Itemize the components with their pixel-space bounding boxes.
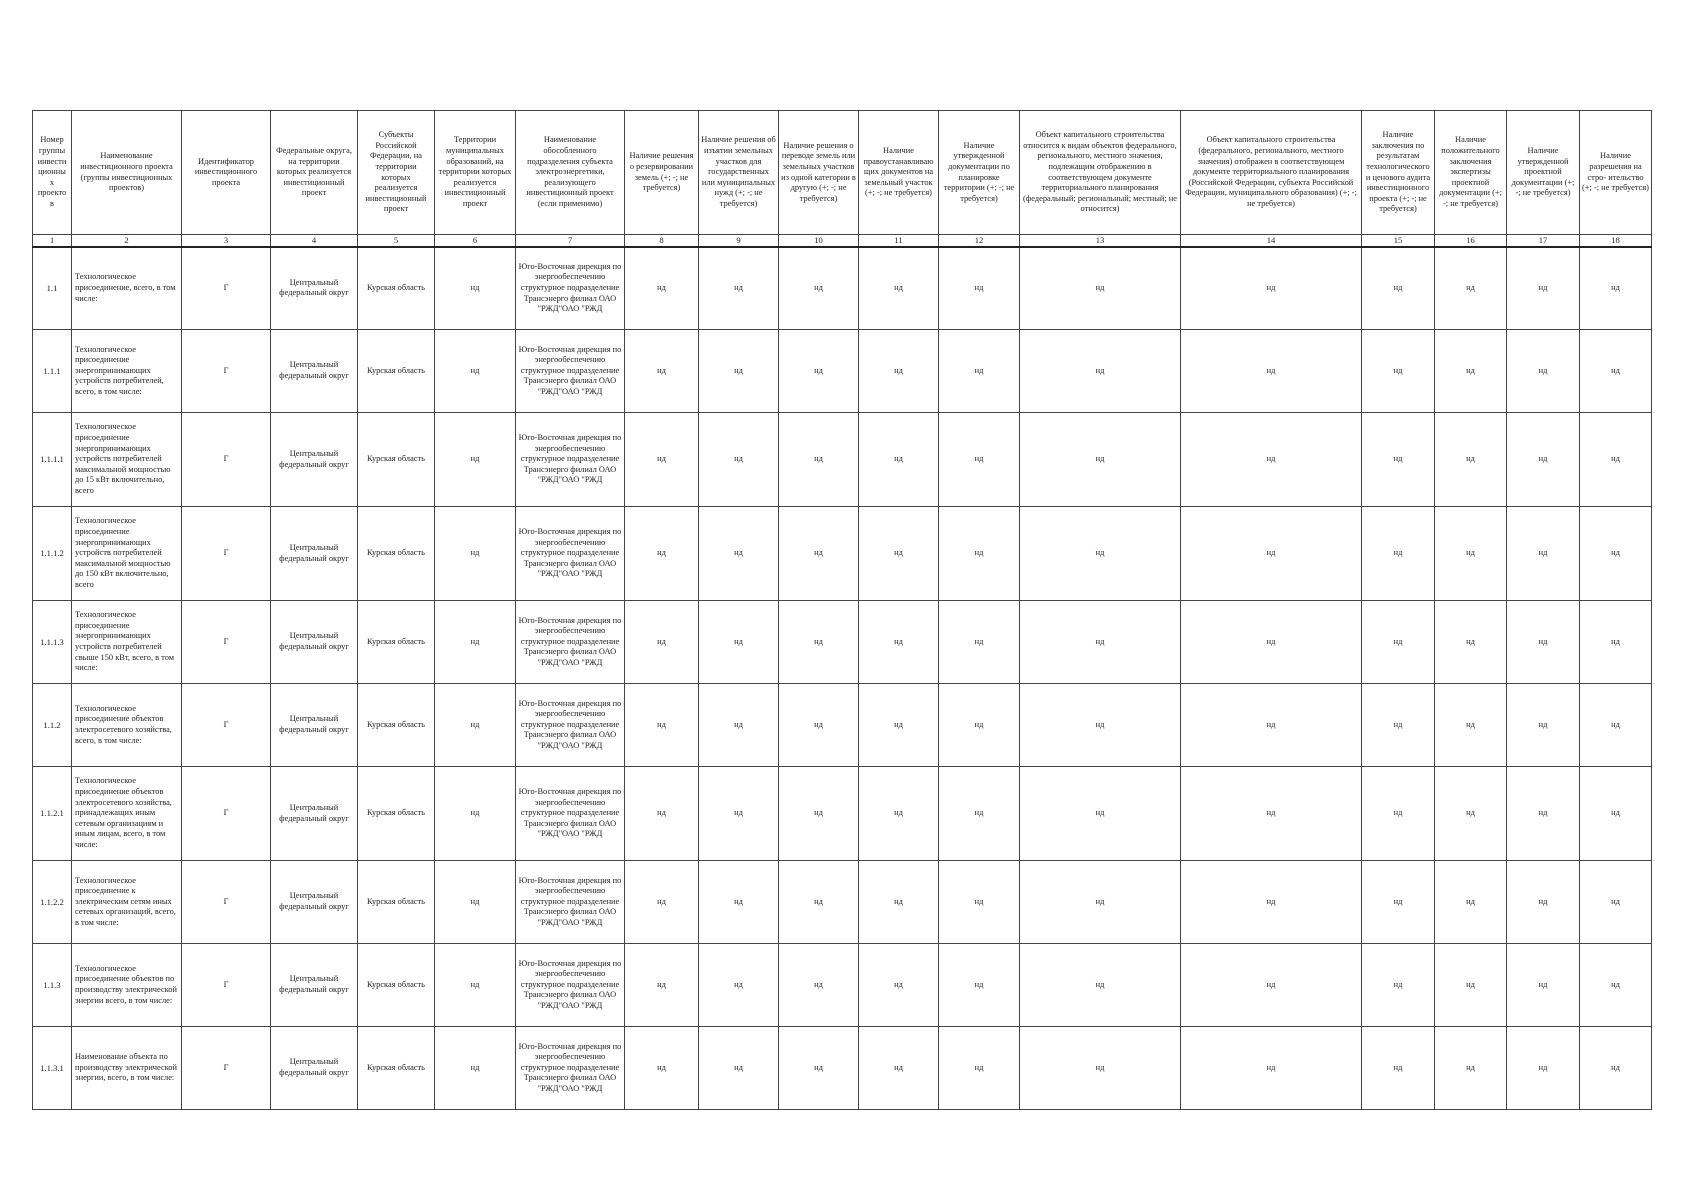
column-number: 15 (1362, 235, 1435, 247)
column-header: Наличие утвержденной документации по планировке территории (+; -; не требуется) (939, 111, 1020, 235)
value-cell: нд (1580, 861, 1652, 944)
project-name-cell: Технологическое присоединение объектов электросетевого хозяйства, принадлежащих иным сетевым организациям и иным лицам, всего, в том числе: (72, 767, 182, 861)
division-cell: Юго-Восточная дирекция по энергообеспечению структурное подразделение Трансэнерго филиал ОАО "РЖД"ОАО "РЖД (516, 330, 625, 413)
federal-subject-cell: Курская область (358, 861, 435, 944)
federal-subject-cell: Курская область (358, 684, 435, 767)
value-cell: нд (1435, 601, 1507, 684)
project-name-cell: Технологическое присоединение к электрическим сетям иных сетевых организаций, всего, в том числе: (72, 861, 182, 944)
investment-projects-sheet (32, 110, 1652, 1110)
value-cell: нд (859, 684, 939, 767)
group-number-cell: 1.1.1.3 (33, 601, 72, 684)
value-cell: нд (1507, 507, 1580, 601)
value-cell: нд (625, 684, 699, 767)
column-header: Наличие решения об изъятии земельных участков для государственных или муниципальных нужд (+; -; не требуется) (699, 111, 779, 235)
value-cell: нд (1020, 684, 1181, 767)
value-cell: нд (1362, 507, 1435, 601)
value-cell: нд (939, 601, 1020, 684)
column-header: Наименование инвестиционного проекта (группы инвестиционных проектов) (72, 111, 182, 235)
column-number: 16 (1435, 235, 1507, 247)
federal-district-cell: Центральный федеральный округ (271, 861, 358, 944)
column-header: Наличие заключения по результатам технологического и ценового аудита инвестиционного проекта (+; -; не требуется) (1362, 111, 1435, 235)
value-cell: нд (1435, 767, 1507, 861)
federal-subject-cell: Курская область (358, 413, 435, 507)
value-cell: нд (625, 767, 699, 861)
project-name-cell: Наименование объекта по производству электрической энергии, всего, в том числе: (72, 1027, 182, 1110)
value-cell: нд (939, 1027, 1020, 1110)
federal-district-cell: Центральный федеральный округ (271, 1027, 358, 1110)
value-cell: нд (779, 413, 859, 507)
column-number: 3 (182, 235, 271, 247)
value-cell: нд (859, 1027, 939, 1110)
value-cell: нд (859, 601, 939, 684)
column-number: 17 (1507, 235, 1580, 247)
value-cell: нд (859, 247, 939, 330)
group-number-cell: 1.1 (33, 247, 72, 330)
federal-subject-cell: Курская область (358, 1027, 435, 1110)
municipal-territory-cell: нд (435, 684, 516, 767)
value-cell: нд (1181, 413, 1362, 507)
municipal-territory-cell: нд (435, 944, 516, 1027)
table-body (33, 247, 1652, 1110)
value-cell: нд (859, 413, 939, 507)
value-cell: нд (625, 1027, 699, 1110)
column-header: Объект капитального строительства относится к видам объектов федерального, регионального, местного значения, подлежащим отображению в соответствующем документе территориального планирования (федеральный; региональный; местный; не относится) (1020, 111, 1181, 235)
value-cell: нд (699, 247, 779, 330)
table-row (33, 601, 1652, 684)
federal-district-cell: Центральный федеральный округ (271, 684, 358, 767)
column-number: 9 (699, 235, 779, 247)
value-cell: нд (1435, 684, 1507, 767)
value-cell: нд (699, 944, 779, 1027)
value-cell: нд (939, 684, 1020, 767)
value-cell: нд (699, 684, 779, 767)
value-cell: нд (625, 330, 699, 413)
project-name-cell: Технологическое присоединение энергопринимающих устройств потребителей максимальной мощностью до 15 кВт включительно, всего (72, 413, 182, 507)
value-cell: нд (1507, 767, 1580, 861)
project-id-cell: Г (182, 944, 271, 1027)
value-cell: нд (1362, 601, 1435, 684)
value-cell: нд (625, 413, 699, 507)
group-number-cell: 1.1.2.1 (33, 767, 72, 861)
value-cell: нд (859, 767, 939, 861)
value-cell: нд (1362, 247, 1435, 330)
value-cell: нд (1362, 330, 1435, 413)
column-header: Объект капитального строительства (федерального, регионального, местного значения) отображен в соответствующем документе территориального планирования (Российской Федерации, субъекта Российской Федерации, муниципального образования) (+; -; не требуется) (1181, 111, 1362, 235)
value-cell: нд (699, 1027, 779, 1110)
value-cell: нд (1181, 507, 1362, 601)
group-number-cell: 1.1.1.1 (33, 413, 72, 507)
value-cell: нд (939, 413, 1020, 507)
project-id-cell: Г (182, 330, 271, 413)
value-cell: нд (1020, 767, 1181, 861)
value-cell: нд (1181, 684, 1362, 767)
value-cell: нд (779, 861, 859, 944)
project-id-cell: Г (182, 247, 271, 330)
value-cell: нд (859, 861, 939, 944)
value-cell: нд (1507, 330, 1580, 413)
value-cell: нд (1435, 247, 1507, 330)
value-cell: нд (1362, 767, 1435, 861)
table-row (33, 330, 1652, 413)
federal-subject-cell: Курская область (358, 601, 435, 684)
federal-subject-cell: Курская область (358, 944, 435, 1027)
column-header: Территории муниципальных образований, на территории которых реализуется инвестиционный проект (435, 111, 516, 235)
project-id-cell: Г (182, 413, 271, 507)
project-name-cell: Технологическое присоединение энергопринимающих устройств потребителей максимальной мощностью до 150 кВт включительно, всего (72, 507, 182, 601)
federal-district-cell: Центральный федеральный округ (271, 507, 358, 601)
value-cell: нд (625, 944, 699, 1027)
federal-district-cell: Центральный федеральный округ (271, 247, 358, 330)
value-cell: нд (1507, 684, 1580, 767)
column-number: 5 (358, 235, 435, 247)
column-header: Наименование обособленного подразделения субъекта электроэнергетики, реализующего инвестиционный проект (если применимо) (516, 111, 625, 235)
column-number: 12 (939, 235, 1020, 247)
group-number-cell: 1.1.2 (33, 684, 72, 767)
value-cell: нд (699, 767, 779, 861)
federal-district-cell: Центральный федеральный округ (271, 944, 358, 1027)
value-cell: нд (699, 861, 779, 944)
value-cell: нд (1362, 413, 1435, 507)
group-number-cell: 1.1.3.1 (33, 1027, 72, 1110)
value-cell: нд (1181, 861, 1362, 944)
project-id-cell: Г (182, 1027, 271, 1110)
column-number: 2 (72, 235, 182, 247)
value-cell: нд (779, 601, 859, 684)
value-cell: нд (1020, 1027, 1181, 1110)
column-number: 18 (1580, 235, 1652, 247)
value-cell: нд (1181, 1027, 1362, 1110)
value-cell: нд (625, 247, 699, 330)
value-cell: нд (1181, 247, 1362, 330)
federal-district-cell: Центральный федеральный округ (271, 413, 358, 507)
municipal-territory-cell: нд (435, 601, 516, 684)
column-header: Наличие решения о переводе земель или земельных участков из одной категории в другую (+; -; не требуется) (779, 111, 859, 235)
value-cell: нд (1020, 413, 1181, 507)
column-number: 14 (1181, 235, 1362, 247)
value-cell: нд (1181, 330, 1362, 413)
value-cell: нд (1020, 601, 1181, 684)
value-cell: нд (1507, 413, 1580, 507)
value-cell: нд (1435, 861, 1507, 944)
value-cell: нд (1507, 861, 1580, 944)
value-cell: нд (1181, 601, 1362, 684)
group-number-cell: 1.1.3 (33, 944, 72, 1027)
value-cell: нд (1020, 861, 1181, 944)
project-name-cell: Технологическое присоединение энергопринимающих устройств потребителей свыше 150 кВт, всего, в том числе: (72, 601, 182, 684)
municipal-territory-cell: нд (435, 767, 516, 861)
column-header: Наличие утвержденной проектной документации (+; -; не требуется) (1507, 111, 1580, 235)
value-cell: нд (939, 944, 1020, 1027)
project-id-cell: Г (182, 507, 271, 601)
value-cell: нд (1435, 944, 1507, 1027)
table-row (33, 944, 1652, 1027)
column-number: 4 (271, 235, 358, 247)
value-cell: нд (859, 944, 939, 1027)
value-cell: нд (1362, 1027, 1435, 1110)
federal-district-cell: Центральный федеральный округ (271, 767, 358, 861)
value-cell: нд (1020, 507, 1181, 601)
value-cell: нд (1580, 767, 1652, 861)
value-cell: нд (1362, 944, 1435, 1027)
value-cell: нд (1435, 330, 1507, 413)
group-number-cell: 1.1.1 (33, 330, 72, 413)
value-cell: нд (1580, 413, 1652, 507)
value-cell: нд (699, 330, 779, 413)
column-number: 1 (33, 235, 72, 247)
value-cell: нд (1181, 944, 1362, 1027)
value-cell: нд (699, 413, 779, 507)
value-cell: нд (1580, 1027, 1652, 1110)
column-header: Субъекты Российской Федерации, на территории которых реализуется инвестиционный проект (358, 111, 435, 235)
value-cell: нд (1507, 601, 1580, 684)
division-cell: Юго-Восточная дирекция по энергообеспечению структурное подразделение Трансэнерго филиал ОАО "РЖД"ОАО "РЖД (516, 861, 625, 944)
value-cell: нд (1362, 684, 1435, 767)
table-row (33, 413, 1652, 507)
value-cell: нд (1580, 944, 1652, 1027)
value-cell: нд (1020, 944, 1181, 1027)
project-id-cell: Г (182, 601, 271, 684)
value-cell: нд (1020, 330, 1181, 413)
federal-subject-cell: Курская область (358, 330, 435, 413)
value-cell: нд (1507, 944, 1580, 1027)
value-cell: нд (779, 247, 859, 330)
federal-subject-cell: Курская область (358, 767, 435, 861)
project-name-cell: Технологическое присоединение объектов электросетевого хозяйства, всего, в том числе: (72, 684, 182, 767)
project-id-cell: Г (182, 767, 271, 861)
column-header: Идентификатор инвестиционного проекта (182, 111, 271, 235)
column-header: Наличие положительного заключения экспертизы проектной документации (+; -; не требуется) (1435, 111, 1507, 235)
value-cell: нд (1435, 507, 1507, 601)
division-cell: Юго-Восточная дирекция по энергообеспечению структурное подразделение Трансэнерго филиал ОАО "РЖД"ОАО "РЖД (516, 684, 625, 767)
value-cell: нд (1580, 684, 1652, 767)
municipal-territory-cell: нд (435, 507, 516, 601)
value-cell: нд (1181, 767, 1362, 861)
table-row (33, 1027, 1652, 1110)
value-cell: нд (1020, 247, 1181, 330)
investment-projects-table (32, 110, 1652, 1110)
table-row (33, 861, 1652, 944)
value-cell: нд (699, 601, 779, 684)
column-header: Федеральные округа, на территории которых реализуется инвестиционный проект (271, 111, 358, 235)
value-cell: нд (939, 330, 1020, 413)
column-number: 6 (435, 235, 516, 247)
column-header: Наличие решения о резервировании земель (+; -; не требуется) (625, 111, 699, 235)
group-number-cell: 1.1.1.2 (33, 507, 72, 601)
header-row (33, 111, 1652, 235)
column-header: Наличие правоустанавливающих документов на земельный участок (+; -; не требуется) (859, 111, 939, 235)
value-cell: нд (939, 507, 1020, 601)
column-numbers-row (33, 235, 1652, 247)
value-cell: нд (779, 507, 859, 601)
federal-subject-cell: Курская область (358, 247, 435, 330)
value-cell: нд (779, 330, 859, 413)
table-row (33, 767, 1652, 861)
value-cell: нд (625, 507, 699, 601)
federal-subject-cell: Курская область (358, 507, 435, 601)
column-number: 10 (779, 235, 859, 247)
division-cell: Юго-Восточная дирекция по энергообеспечению структурное подразделение Трансэнерго филиал ОАО "РЖД"ОАО "РЖД (516, 247, 625, 330)
value-cell: нд (859, 330, 939, 413)
group-number-cell: 1.1.2.2 (33, 861, 72, 944)
column-header: Наличие разрешения на стро- ительство (+; -; не требуется) (1580, 111, 1652, 235)
value-cell: нд (1435, 413, 1507, 507)
column-number: 8 (625, 235, 699, 247)
value-cell: нд (939, 247, 1020, 330)
division-cell: Юго-Восточная дирекция по энергообеспечению структурное подразделение Трансэнерго филиал ОАО "РЖД"ОАО "РЖД (516, 767, 625, 861)
municipal-territory-cell: нд (435, 330, 516, 413)
value-cell: нд (1580, 247, 1652, 330)
value-cell: нд (1580, 330, 1652, 413)
value-cell: нд (779, 1027, 859, 1110)
value-cell: нд (1580, 601, 1652, 684)
value-cell: нд (699, 507, 779, 601)
division-cell: Юго-Восточная дирекция по энергообеспечению структурное подразделение Трансэнерго филиал ОАО "РЖД"ОАО "РЖД (516, 507, 625, 601)
value-cell: нд (939, 861, 1020, 944)
value-cell: нд (1435, 1027, 1507, 1110)
value-cell: нд (859, 507, 939, 601)
municipal-territory-cell: нд (435, 413, 516, 507)
column-number: 11 (859, 235, 939, 247)
municipal-territory-cell: нд (435, 1027, 516, 1110)
value-cell: нд (779, 684, 859, 767)
project-name-cell: Технологическое присоединение энергопринимающих устройств потребителей, всего, в том числе: (72, 330, 182, 413)
value-cell: нд (1507, 1027, 1580, 1110)
division-cell: Юго-Восточная дирекция по энергообеспечению структурное подразделение Трансэнерго филиал ОАО "РЖД"ОАО "РЖД (516, 601, 625, 684)
value-cell: нд (939, 767, 1020, 861)
value-cell: нд (625, 601, 699, 684)
municipal-territory-cell: нд (435, 861, 516, 944)
value-cell: нд (1362, 861, 1435, 944)
column-number: 13 (1020, 235, 1181, 247)
column-number: 7 (516, 235, 625, 247)
value-cell: нд (625, 861, 699, 944)
federal-district-cell: Центральный федеральный округ (271, 601, 358, 684)
municipal-territory-cell: нд (435, 247, 516, 330)
project-name-cell: Технологическое присоединение объектов по производству электрической энергии всего, в том числе: (72, 944, 182, 1027)
value-cell: нд (779, 944, 859, 1027)
value-cell: нд (779, 767, 859, 861)
value-cell: нд (1507, 247, 1580, 330)
table-row (33, 507, 1652, 601)
table-row (33, 684, 1652, 767)
project-id-cell: Г (182, 684, 271, 767)
federal-district-cell: Центральный федеральный округ (271, 330, 358, 413)
value-cell: нд (1580, 507, 1652, 601)
division-cell: Юго-Восточная дирекция по энергообеспечению структурное подразделение Трансэнерго филиал ОАО "РЖД"ОАО "РЖД (516, 944, 625, 1027)
division-cell: Юго-Восточная дирекция по энергообеспечению структурное подразделение Трансэнерго филиал ОАО "РЖД"ОАО "РЖД (516, 1027, 625, 1110)
table-row (33, 247, 1652, 330)
division-cell: Юго-Восточная дирекция по энергообеспечению структурное подразделение Трансэнерго филиал ОАО "РЖД"ОАО "РЖД (516, 413, 625, 507)
column-header: Номер группы инвести ционны х проекто в (33, 111, 72, 235)
project-name-cell: Технологическое присоединение, всего, в том числе: (72, 247, 182, 330)
project-id-cell: Г (182, 861, 271, 944)
